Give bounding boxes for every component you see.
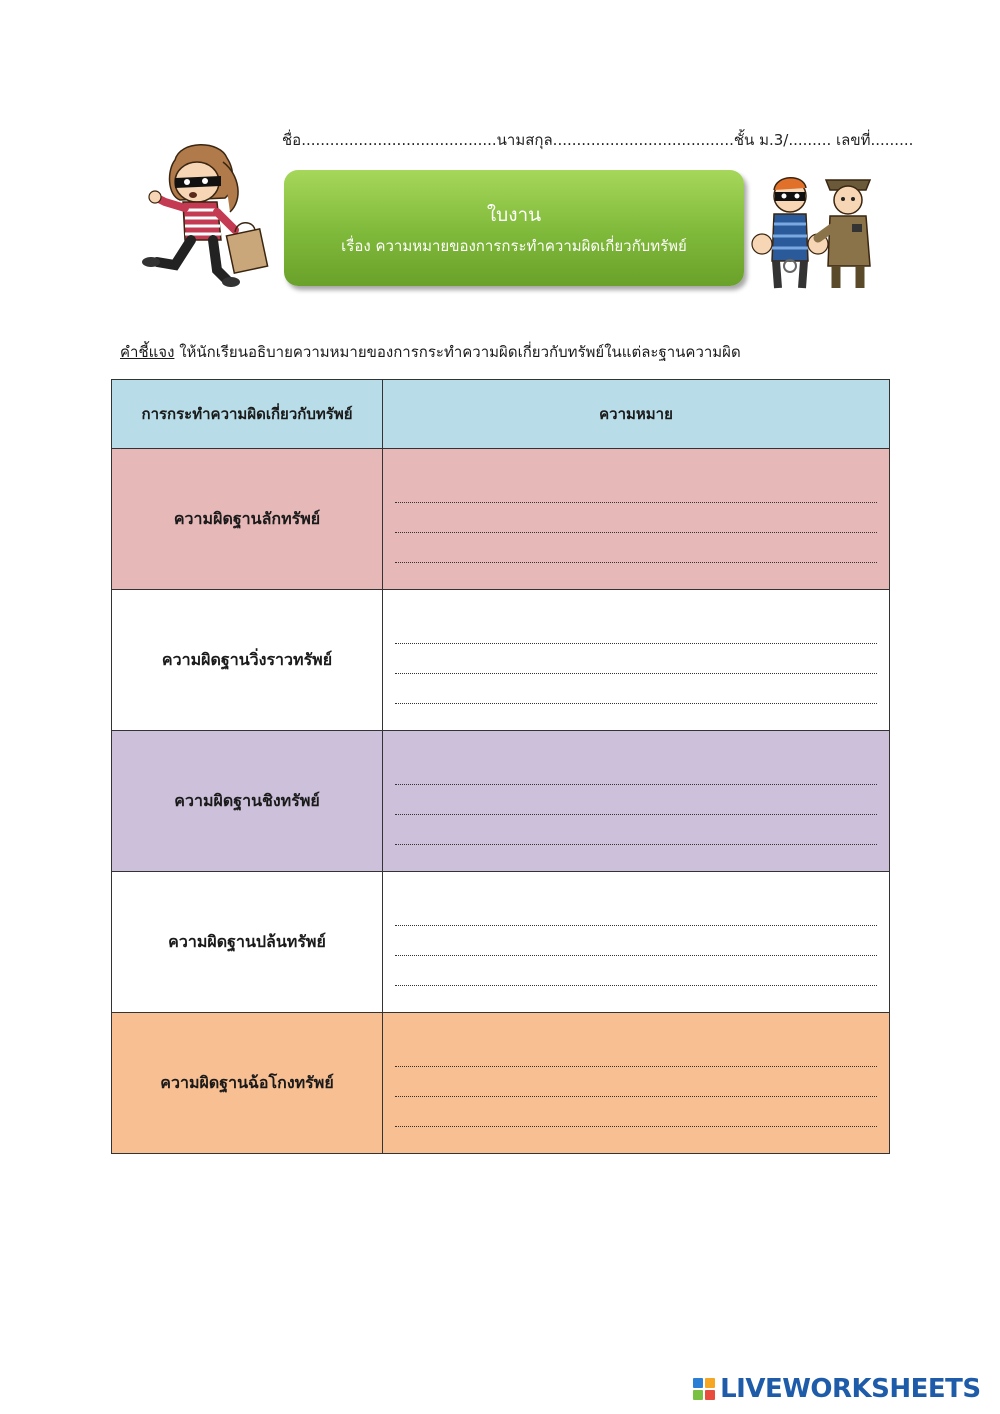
answer-line[interactable]	[395, 479, 877, 509]
answer-line[interactable]	[395, 680, 877, 710]
instruction-text	[120, 340, 741, 364]
offense-label: ความผิดฐานวิ่งราวทรัพย์	[112, 590, 383, 731]
meaning-answer-cell[interactable]	[383, 731, 890, 872]
meaning-answer-cell[interactable]	[383, 1013, 890, 1154]
answer-line[interactable]	[395, 791, 877, 821]
offense-label: ความผิดฐานชิงทรัพย์	[112, 731, 383, 872]
meaning-answer-cell[interactable]	[383, 449, 890, 590]
worksheet-title: ใบงาน	[486, 204, 542, 226]
answer-line[interactable]	[395, 620, 877, 650]
instruction-label: คำชี้แจง	[120, 343, 175, 361]
table-row	[112, 731, 890, 872]
police-arrest-illustration-icon	[748, 166, 888, 290]
meaning-answer-cell[interactable]	[383, 872, 890, 1013]
answer-line[interactable]	[395, 650, 877, 680]
table-row	[112, 1013, 890, 1154]
table-header-row	[112, 380, 890, 449]
offense-label: ความผิดฐานลักทรัพย์	[112, 449, 383, 590]
answer-line[interactable]	[395, 1043, 877, 1073]
worksheet-title-box	[284, 170, 744, 286]
table-row	[112, 590, 890, 731]
answer-line[interactable]	[395, 1103, 877, 1133]
liveworksheets-logo-icon	[693, 1378, 715, 1400]
worksheet-table	[111, 379, 890, 1154]
offense-label: ความผิดฐานฉ้อโกงทรัพย์	[112, 1013, 383, 1154]
instruction-body: ให้นักเรียนอธิบายความหมายของการกระทำความผิดเกี่ยวกับทรัพย์ในแต่ละฐานความผิด	[174, 343, 741, 361]
table-row	[112, 872, 890, 1013]
answer-line[interactable]	[395, 539, 877, 569]
liveworksheets-logo	[693, 1374, 981, 1404]
student-info-line: ชื่อ.........................................นามสกุล......................................ชั้น ม.3/......... เลขที่.........	[282, 131, 914, 149]
answer-line[interactable]	[395, 1073, 877, 1103]
meaning-answer-cell[interactable]	[383, 590, 890, 731]
table-row	[112, 449, 890, 590]
worksheet-subtitle: เรื่อง ความหมายของการกระทำความผิดเกี่ยวกับทรัพย์	[341, 237, 687, 255]
column-header-offense: การกระทำความผิดเกี่ยวกับทรัพย์	[112, 380, 383, 449]
answer-line[interactable]	[395, 932, 877, 962]
answer-line[interactable]	[395, 761, 877, 791]
liveworksheets-logo-text: LIVEWORKSHEETS	[720, 1374, 981, 1404]
answer-line[interactable]	[395, 962, 877, 992]
offense-label: ความผิดฐานปล้นทรัพย์	[112, 872, 383, 1013]
column-header-meaning: ความหมาย	[383, 380, 890, 449]
answer-line[interactable]	[395, 902, 877, 932]
answer-line[interactable]	[395, 821, 877, 851]
answer-line[interactable]	[395, 509, 877, 539]
thief-illustration-icon	[135, 140, 275, 290]
